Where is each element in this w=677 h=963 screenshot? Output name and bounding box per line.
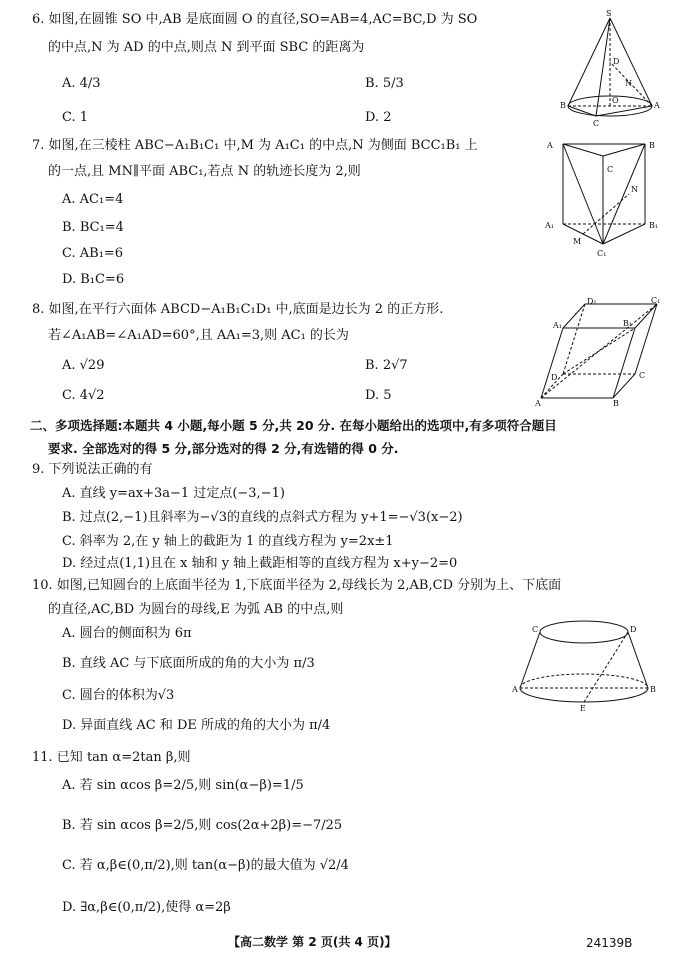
frustum-label-c: C — [532, 625, 539, 634]
q7-stem-line2: 的一点,且 MN∥平面 ABC₁,若点 N 的轨迹长度为 2,则 — [48, 164, 361, 179]
frustum-figure — [512, 614, 657, 714]
q6-option-d: D. 2 — [365, 110, 392, 125]
q8-stem-line2: 若∠A₁AB=∠A₁AD=60°,且 AA₁=3,则 AC₁ 的长为 — [48, 328, 349, 343]
q11-option-a: A. 若 sin αcos β=2/5,则 sin(α−β)=1/5 — [62, 778, 304, 793]
q8-option-d: D. 5 — [365, 388, 392, 403]
q8-option-c: C. 4√2 — [62, 388, 105, 403]
q7-option-b: B. BC₁=4 — [62, 220, 124, 235]
footer-paper-code: 24139B — [586, 936, 633, 950]
prism-label-n: N — [631, 185, 638, 194]
q10-option-b: B. 直线 AC 与下底面所成的角的大小为 π/3 — [62, 656, 315, 671]
cone-label-n: N — [625, 79, 632, 88]
prism-label-c1: C₁ — [597, 249, 607, 258]
cone-label-o: O — [612, 96, 619, 105]
q10-option-d: D. 异面直线 AC 和 DE 所成的角的大小为 π/4 — [62, 718, 331, 733]
q8-stem-line1: 8. 如图,在平行六面体 ABCD−A₁B₁C₁D₁ 中,底面是边长为 2 的正方形. — [32, 302, 444, 317]
q8-option-b: B. 2√7 — [365, 358, 408, 373]
frustum-label-b: B — [650, 685, 656, 694]
q10-option-c: C. 圆台的体积为√3 — [62, 688, 175, 703]
cone-label-s: S — [606, 9, 612, 18]
para-label-a: A — [535, 399, 541, 408]
q9-option-d: D. 经过点(1,1)且在 x 轴和 y 轴上截距相等的直线方程为 x+y−2=0 — [62, 556, 458, 571]
q7-option-a: A. AC₁=4 — [62, 192, 124, 207]
para-label-c1: C₁ — [651, 296, 661, 305]
section2-title-line2: 要求. 全部选对的得 5 分,部分选对的得 2 分,有选错的得 0 分. — [48, 441, 399, 456]
q11-option-d: D. ∃α,β∈(0,π/2),使得 α=2β — [62, 900, 231, 915]
cone-label-d: D — [613, 57, 620, 66]
q10-stem-line1: 10. 如图,已知圆台的上底面半径为 1,下底面半径为 2,母线长为 2,AB,CD 分别为上、下底面 — [32, 578, 562, 593]
cone-label-b: B — [560, 101, 566, 110]
frustum-label-d: D — [630, 625, 637, 634]
q6-option-c: C. 1 — [62, 110, 89, 125]
prism-figure — [545, 136, 665, 264]
para-label-d: D — [551, 373, 558, 382]
q7-option-d: D. B₁C=6 — [62, 272, 125, 287]
q11-stem: 11. 已知 tan α=2tan β,则 — [32, 750, 191, 765]
frustum-label-a: A — [512, 685, 518, 694]
para-label-b1: B₁ — [623, 319, 633, 328]
q7-option-c: C. AB₁=6 — [62, 246, 124, 261]
q7-stem-line1: 7. 如图,在三棱柱 ABC−A₁B₁C₁ 中,M 为 A₁C₁ 的中点,N 为侧面 BCC₁B₁ 上 — [32, 138, 478, 153]
q11-option-c: C. 若 α,β∈(0,π/2),则 tan(α−β)的最大值为 √2/4 — [62, 858, 349, 873]
q9-option-c: C. 斜率为 2,在 y 轴上的截距为 1 的直线方程为 y=2x±1 — [62, 534, 394, 549]
q6-option-b: B. 5/3 — [365, 76, 404, 91]
para-label-a1: A₁ — [553, 321, 562, 330]
q6-option-a: A. 4/3 — [62, 76, 101, 91]
q9-option-a: A. 直线 y=ax+3a−1 过定点(−3,−1) — [62, 486, 285, 501]
prism-label-b1: B₁ — [649, 221, 659, 230]
cone-figure — [560, 8, 660, 132]
q8-option-a: A. √29 — [62, 358, 105, 373]
parallelepiped-figure — [535, 296, 665, 408]
para-label-c: C — [639, 371, 646, 380]
frustum-label-e: E — [580, 704, 586, 713]
section2-title-line1: 二、多项选择题:本题共 4 小题,每小题 5 分,共 20 分. 在每小题给出的选项中,有多项符合题目 — [30, 418, 557, 433]
para-label-d1: D₁ — [587, 297, 597, 306]
para-label-b: B — [613, 399, 619, 408]
prism-label-a: A — [547, 141, 553, 150]
cone-label-a: A — [654, 101, 660, 110]
q11-option-b: B. 若 sin αcos β=2/5,则 cos(2α+2β)=−7/25 — [62, 818, 343, 833]
q9-option-b: B. 过点(2,−1)且斜率为−√3的直线的点斜式方程为 y+1=−√3(x−2) — [62, 510, 463, 525]
prism-label-a1: A₁ — [545, 221, 554, 230]
q6-stem-line2: 的中点,N 为 AD 的中点,则点 N 到平面 SBC 的距离为 — [48, 40, 365, 55]
prism-label-c: C — [607, 165, 614, 174]
prism-label-b: B — [649, 141, 655, 150]
q6-stem-line1: 6. 如图,在圆锥 SO 中,AB 是底面圆 O 的直径,SO=AB=4,AC=BC,D 为 SO — [32, 12, 478, 27]
q9-stem: 9. 下列说法正确的有 — [32, 462, 153, 477]
footer-page-info: 【高二数学 第 2 页(共 4 页)】 — [228, 935, 397, 949]
cone-label-c: C — [593, 119, 600, 128]
q10-option-a: A. 圆台的侧面积为 6π — [62, 626, 192, 641]
prism-label-m: M — [573, 237, 582, 246]
q10-stem-line2: 的直径,AC,BD 为圆台的母线,E 为弧 AB 的中点,则 — [48, 602, 344, 617]
